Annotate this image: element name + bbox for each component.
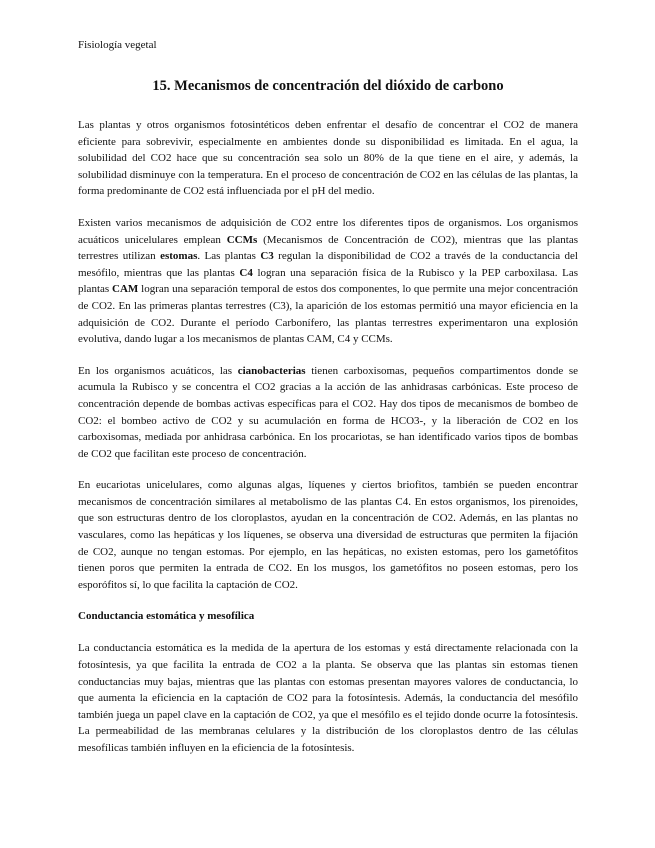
text-run: logran una separación física de la Rubisco y la PEP carboxilasa. Las plantas (78, 266, 578, 296)
term-cianobacterias: cianobacterias (237, 364, 306, 377)
term-ccms: CCMs (226, 233, 258, 246)
term-cam: CAM (112, 283, 139, 296)
running-header: Fisiología vegetal (78, 39, 157, 51)
paragraph-cyanobacteria (78, 363, 578, 463)
paragraph-mechanisms (78, 215, 578, 348)
term-estomas: estomas (160, 250, 198, 263)
text-run: . Las plantas (197, 250, 261, 263)
document-page (78, 38, 578, 772)
paragraph-conductance: La conductancia estomática es la medida de la apertura de los estomas y está directamente relacionada con la fotosíntesis, ya que facilita la entrada de CO2 a la planta. Se observa que las plantas sin estomas tienen conductancias muy bajas, mientras que las plantas con estomas presentan mayores valores de conductancia, lo que aumenta la eficiencia en la captación de CO2 para la fotosíntesis. Además, la conductancia del mesófilo también juega un papel clave en la captación de CO2, ya que el mesófilo es el tejido donde ocurre la fotosíntesis. La permeabilidad de las membranas celulares y la distribución de los cloroplastos dentro de las células mesofílicas también influyen en la eficiencia de la fotosíntesis. (78, 642, 578, 754)
paragraph-eukaryotes: En eucariotas unicelulares, como algunas algas, líquenes y ciertos briofitos, también se pueden encontrar mecanismos de concentración similares al metabolismo de las plantas C4. En estos organismos, los pirenoides, que son estructuras dentro de los cloroplastos, ayudan en la concentración de CO2. Además, en las plantas no vasculares, como las hepáticas y los líquenes, se observa una diversidad de estructuras que permiten la fijación de CO2, aunque no tengan estomas. Por ejemplo, en las hepáticas, no existen estomas, pero los gametófitos tienen poros que permiten la entrada de CO2. En los musgos, los gametófitos no poseen estomas, pero los esporófitos sí, lo que facilita la captación de CO2. (78, 479, 578, 591)
term-c3: C3 (260, 250, 274, 263)
text-run: En los organismos acuáticos, las (78, 364, 238, 377)
paragraph-intro: Las plantas y otros organismos fotosintéticos deben enfrentar el desafío de concentrar el CO2 de manera eficiente para sobrevivir, especialmente en ambientes donde su disponibilidad es limitada. En el agua, la solubilidad del CO2 hace que su concentración sea solo un 80% de la que tiene en el aire, y además, la solubilidad disminuye con la temperatura. En el proceso de concentración de CO2 en las células de las plantas, la forma predominante de CO2 está influenciada por el pH del medio. (78, 119, 578, 198)
text-run: tienen carboxisomas, pequeños compartimentos donde se acumula la Rubisco y se concentra el CO2 gracias a la acción de las anhidrasas carbónicas. Este proceso de concentración depende de bombas activas específicas para el CO2. Hay dos tipos de mecanismos de bombeo de CO2: el bombeo activo de CO2 y su acumulación en forma de HCO3-, y la liberación de CO2 en los carboxisomas, mediada por anhidrasa carbónica. En los procariotas, se han identificado varios tipos de bombas de CO2 que facilitan este proceso de concentración. (78, 364, 579, 460)
text-run: Existen varios mecanismos de adquisición de CO2 entre los diferentes tipos de organismos. Los organismos acuáticos unicelulares emplean (78, 216, 578, 246)
term-c4: C4 (239, 266, 253, 279)
text-run: regulan la disponibilidad de CO2 a través de la conductancia del mesófilo, mientras que las plantas (78, 250, 578, 279)
page-title: 15. Mecanismos de concentración del dióxido de carbono (152, 78, 504, 94)
text-run: (Mecanismos de Concentración de CO2), mientras que las plantas terrestres utilizan (78, 233, 578, 263)
section-heading: Conductancia estomática y mesofílica (78, 610, 255, 623)
text-run: logran una separación temporal de estos dos componentes, lo que permite una mejor concentración de CO2. En las primeras plantas terrestres (C3), la aparición de los estomas permitió una mayor eficiencia en la adquisición de CO2. Durante el período Carbonífero, las plantas terrestres experimentaron una explosión evolutiva, dando lugar a los mecanismos de plantas CAM, C4 y CCMs. (78, 283, 578, 346)
